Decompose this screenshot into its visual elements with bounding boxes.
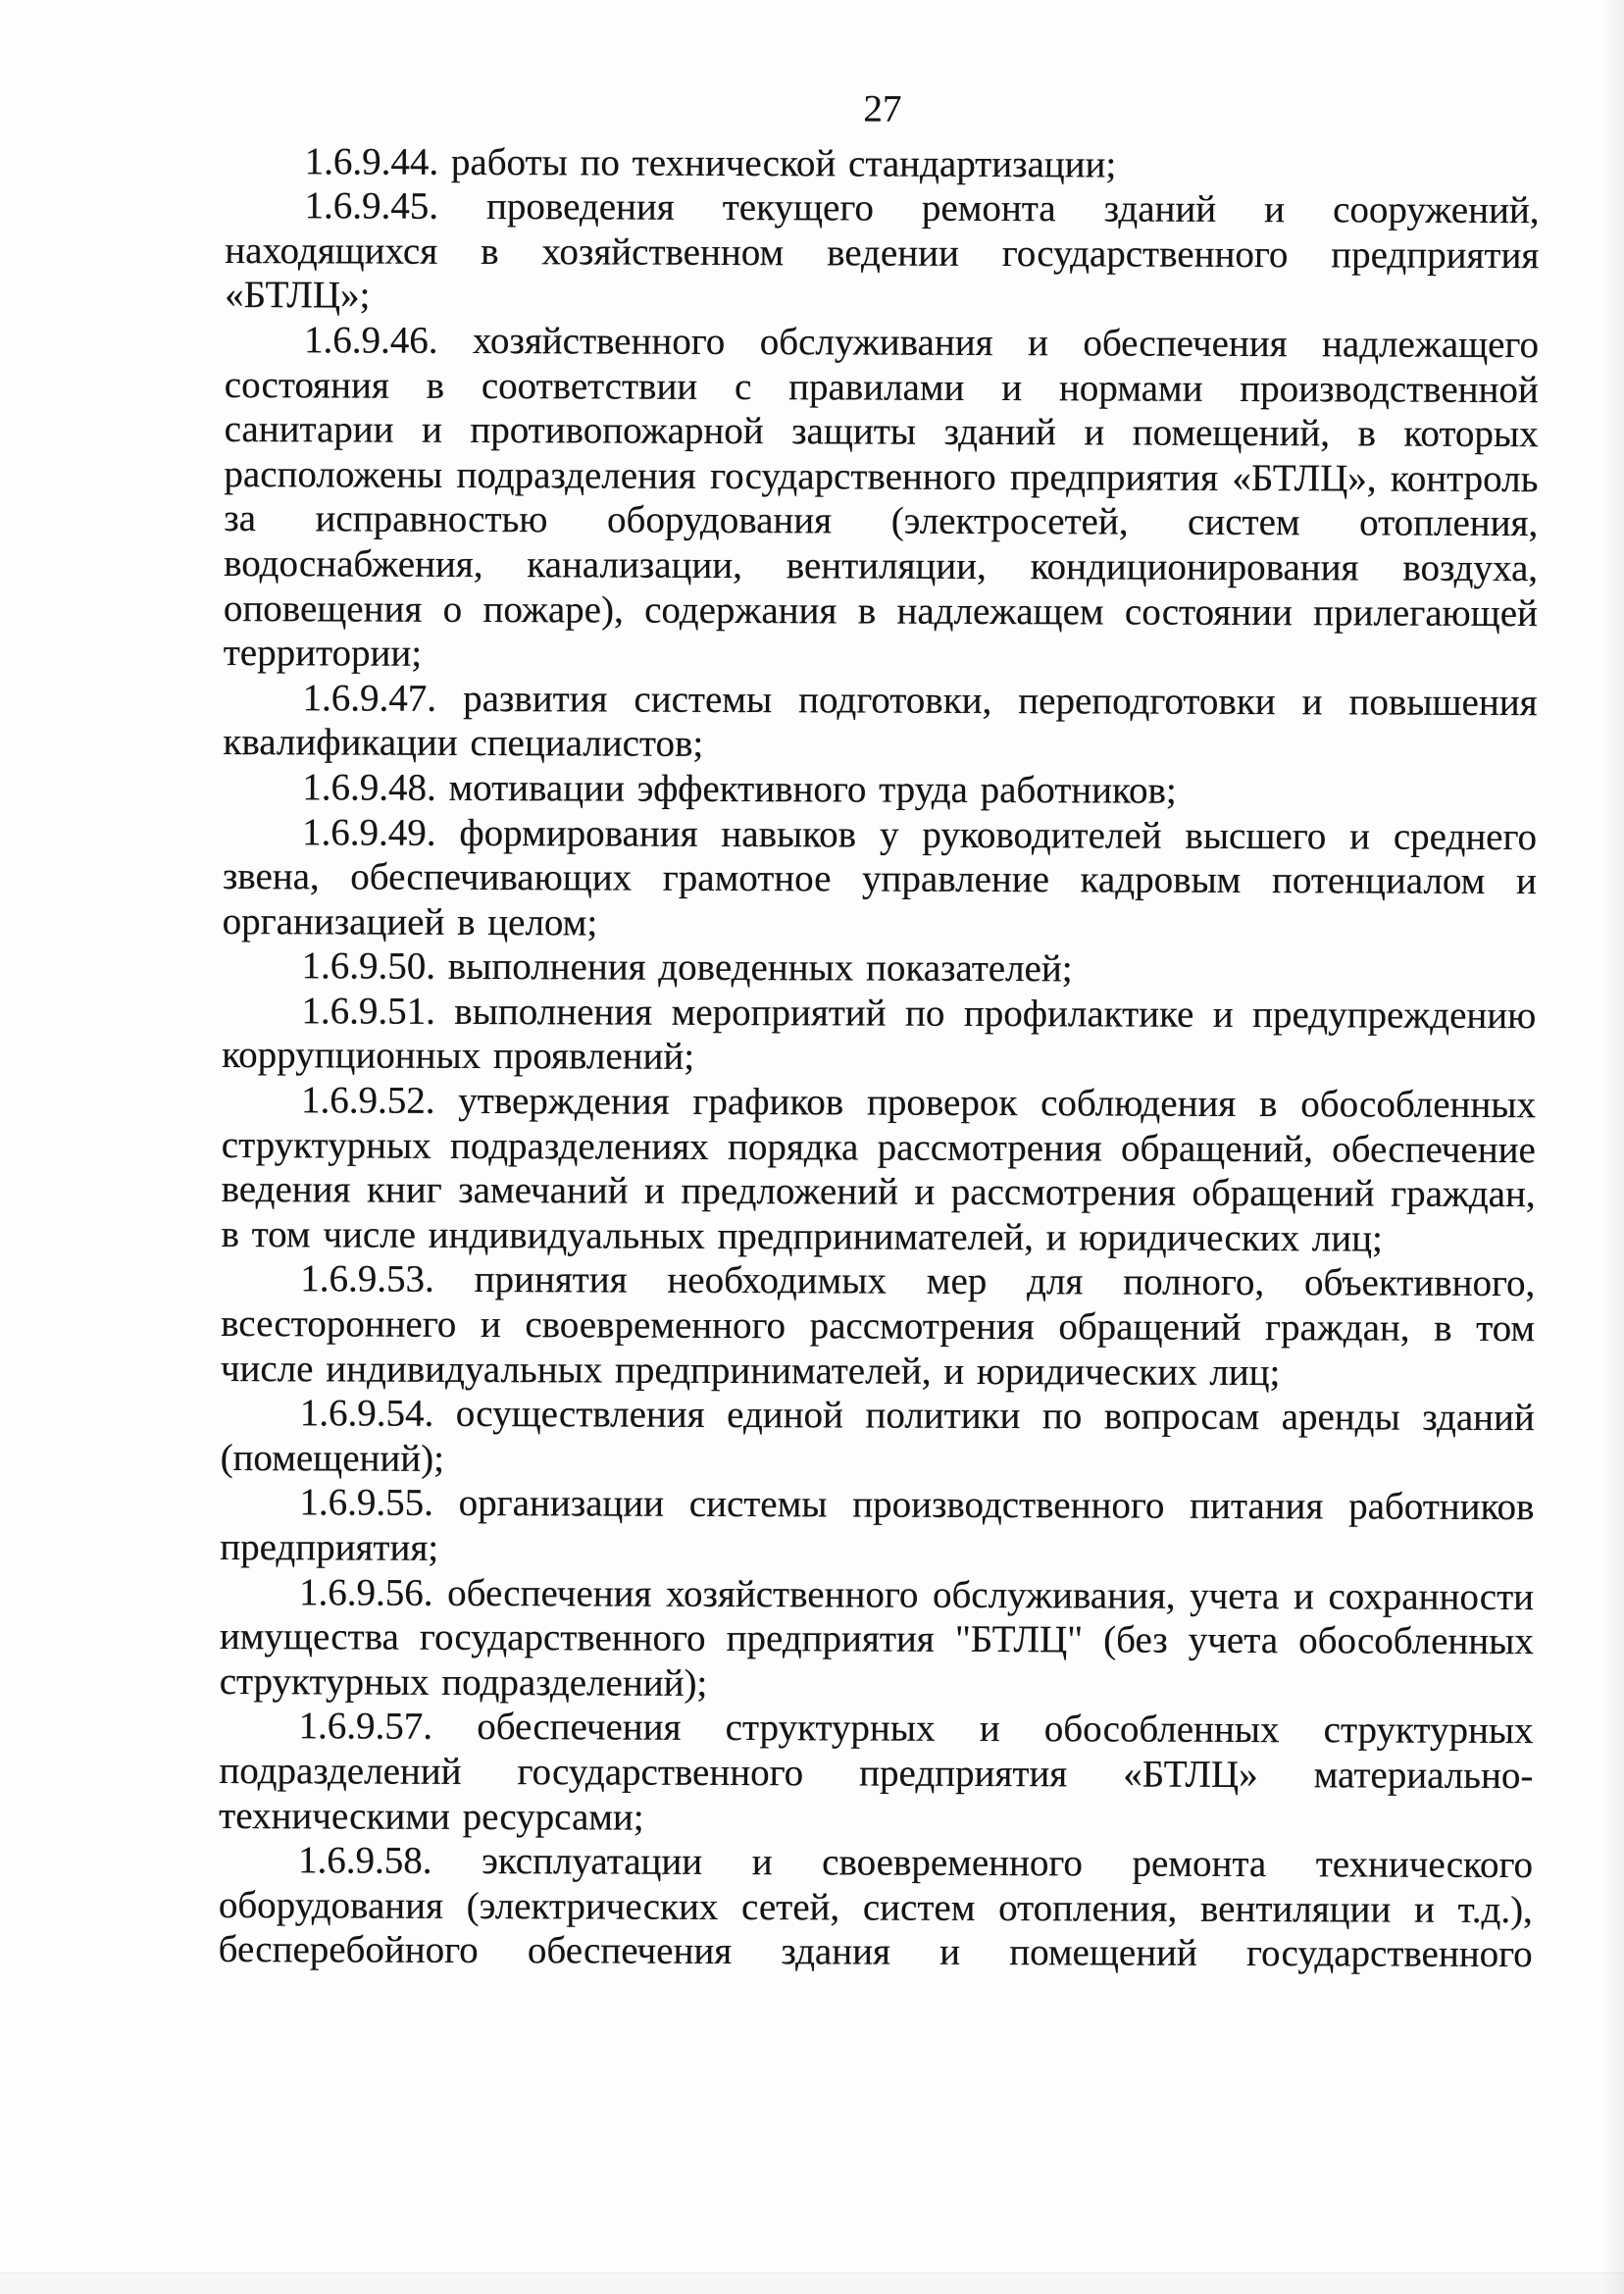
clause-text: работы по технической стандартизации;	[450, 140, 1117, 186]
clause-1-6-9-50	[222, 943, 1536, 994]
clause-text: организации системы производственного питания работников предприятия;	[220, 1482, 1535, 1569]
clause-text: эксплуатации и своевременного ремонта технического оборудования (электрических сетей, систем отопления, вентиляции и т.д.), бесперебойного обеспечения здания и помещений государственного	[218, 1840, 1534, 1976]
clause-1-6-9-47	[223, 676, 1537, 770]
clause-1-6-9-53	[221, 1256, 1536, 1396]
clause-text: утверждения графиков проверок соблюдения в обособленных структурных подразделениях порядка рассмотрения обращений, обеспечение ведения книг замечаний и предложений и рассмотрения обращений граждан, в том числе индивидуальных предпринимателей, и юридических лиц;	[221, 1079, 1537, 1260]
clause-text: осуществления единой политики по вопросам аренды зданий (помещений);	[220, 1393, 1535, 1480]
clause-number: 1.6.9.54.	[299, 1392, 434, 1436]
clause-number: 1.6.9.47.	[302, 677, 437, 720]
clause-text: проведения текущего ремонта зданий и сооружений, находящихся в хозяйственном ведении государственного предприятия «БТЛЦ»;	[225, 185, 1540, 317]
clause-number: 1.6.9.56.	[299, 1570, 433, 1614]
clause-number: 1.6.9.50.	[301, 944, 436, 989]
clause-1-6-9-49	[223, 809, 1538, 948]
clause-number: 1.6.9.49.	[301, 810, 436, 854]
clause-text: хозяйственного обслуживания и обеспечения надлежащего состояния в соответствии с правилами и нормами производственной санитарии и противопожарной защиты зданий и помещений, в которых расположены подразделения государственного предприятия «БТЛЦ», контроль за исправностью оборудования (электросетей, систем отопления, водоснабжения, канализации, вентиляции, кондиционирования воздуха, оповещения о пожаре), содержания в надлежащем состоянии прилегающей территории;	[223, 319, 1540, 675]
clause-1-6-9-55	[220, 1480, 1534, 1574]
clause-1-6-9-56	[220, 1570, 1535, 1709]
clause-number: 1.6.9.52.	[300, 1079, 435, 1122]
clause-1-6-9-46	[224, 318, 1539, 681]
clause-1-6-9-44	[226, 139, 1540, 189]
clause-text: выполнения доведенных показателей;	[447, 945, 1073, 991]
clause-text: формирования навыков у руководителей высшего и среднего звена, обеспечивающих грамотное управление кадровым потенциалом и организацией в целом;	[222, 811, 1538, 944]
clause-1-6-9-54	[221, 1391, 1535, 1485]
clause-number: 1.6.9.44.	[304, 139, 439, 183]
clause-text: мотивации эффективного труда работников;	[448, 766, 1177, 812]
page-number: 27	[863, 87, 902, 130]
clause-1-6-9-51	[222, 989, 1536, 1083]
clause-number: 1.6.9.48.	[302, 766, 436, 809]
clause-number: 1.6.9.57.	[298, 1705, 433, 1749]
clause-1-6-9-58	[219, 1838, 1534, 1977]
clause-number: 1.6.9.45.	[304, 184, 439, 229]
clause-number: 1.6.9.53.	[300, 1257, 434, 1301]
clause-1-6-9-52	[221, 1078, 1536, 1262]
clause-number: 1.6.9.58.	[297, 1839, 432, 1882]
clause-text: обеспечения структурных и обособленных структурных подразделений государственного предприятия «БТЛЦ» материально-техническими ресурсами;	[219, 1706, 1534, 1839]
clause-1-6-9-57	[219, 1704, 1534, 1843]
clause-1-6-9-48	[223, 765, 1537, 815]
clause-text: принятия необходимых мер для полного, объективного, всестороннего и своевременного рассмотрения обращений граждан, в том числе индивидуальных предпринимателей, и юридических лиц;	[220, 1258, 1536, 1394]
clause-1-6-9-45	[225, 183, 1540, 323]
clause-number: 1.6.9.51.	[301, 990, 435, 1033]
clause-text: обеспечения хозяйственного обслуживания, учета и сохранности имущества государственного предприятия "БТЛЦ" (без учета обособленных структурных подразделений);	[219, 1571, 1535, 1705]
clause-number: 1.6.9.55.	[299, 1481, 434, 1525]
clause-number: 1.6.9.46.	[303, 319, 438, 362]
scan-edge-bottom	[0, 2272, 1624, 2294]
clause-text: выполнения мероприятий по профилактике и предупреждению коррупционных проявлений;	[222, 990, 1537, 1079]
scan-edge-right	[1602, 0, 1624, 2294]
document-text-block	[219, 84, 1540, 1977]
clause-text: развития системы подготовки, переподготовки и повышения квалификации специалистов;	[223, 677, 1538, 766]
